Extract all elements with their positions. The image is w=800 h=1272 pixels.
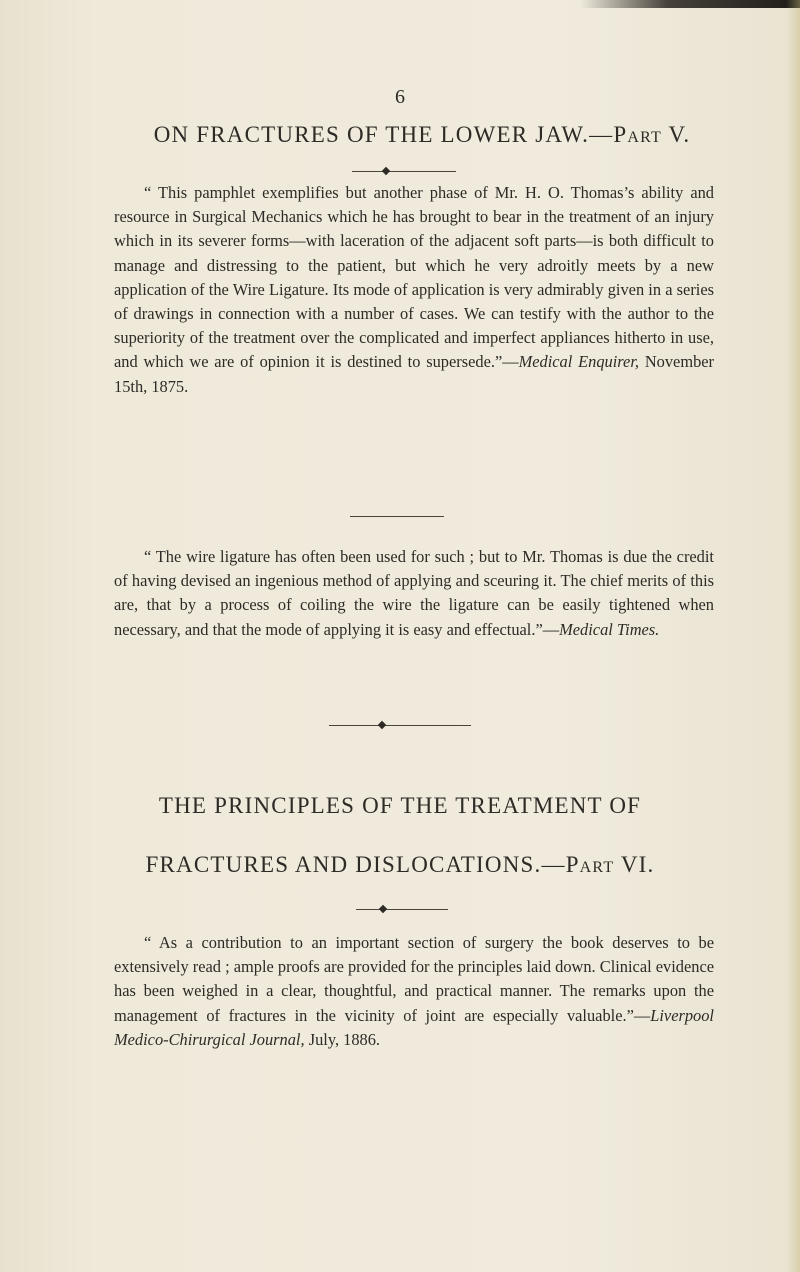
section-heading-principles: THE PRINCIPLES OF THE TREATMENT OF bbox=[158, 793, 642, 818]
ornament-divider-1 bbox=[352, 171, 456, 172]
ornament-diamond bbox=[379, 905, 387, 913]
page-number: 6 bbox=[395, 86, 405, 108]
section-heading-fractures-dislocations bbox=[0, 852, 800, 878]
ornament-divider-2 bbox=[329, 725, 471, 726]
review-medical-enquirer bbox=[114, 181, 714, 399]
review-source: Medical Times. bbox=[559, 619, 660, 639]
heading-title: FRACTURES AND DISLOCATIONS.— bbox=[145, 852, 566, 877]
ornament-diamond bbox=[378, 721, 386, 729]
page-edge-stain bbox=[786, 0, 800, 1272]
page-edge-shadow bbox=[580, 0, 800, 8]
ornament-divider-3 bbox=[356, 909, 448, 910]
section-heading-lower-jaw bbox=[22, 122, 800, 148]
heading-part: Part V. bbox=[613, 122, 691, 147]
ornament-diamond bbox=[382, 167, 390, 175]
review-medical-times bbox=[114, 545, 714, 642]
separator-rule bbox=[350, 516, 444, 517]
review-source: Liverpool Medico-Chirurgical Journal, bbox=[114, 1005, 714, 1049]
review-source: Medical Enquirer, bbox=[518, 352, 639, 372]
review-liverpool-journal bbox=[114, 931, 714, 1052]
review-date: November 15th, 1875. bbox=[114, 352, 715, 396]
review-quote: “ The wire ligature has often been used for such ; but to Mr. Thomas is due the credit of having devised an ingenious method of applying and sceuring it. The chief merits of this are, that by a process of coiling the wire the ligature can be easily tightened when necessary, and that the mode of applying it is easy and effectual.”— bbox=[114, 547, 714, 639]
review-date: July, 1886. bbox=[304, 1029, 381, 1049]
review-quote: “ This pamphlet exemplifies but another phase of Mr. H. O. Thomas’s ability and resource in Surgical Mechanics which he has brought to bear in the treatment of an injury which in its severer forms—with laceration of the adjacent soft parts—is both difficult to manage and distressing to the patient, but which he very adroitly meets by a new application of the Wire Ligature. Its mode of application is very admirably given in a series of drawings in connection with a number of cases. We can testify with the author to the superiority of the treatment over the complicated and imperfect appliances hitherto in use, and which we are of opinion it is destined to supersede.”— bbox=[114, 183, 714, 372]
review-quote: “ As a contribution to an important section of surgery the book deserves to be extensively read ; ample proofs are provided for the principles laid down. Clinical evidence has been weighed in a clear, thoughtful, and practical manner. The remarks upon the management of fractures in the vicinity of joint are especially valuable.”— bbox=[114, 933, 714, 1025]
heading-part: Part VI. bbox=[565, 852, 655, 877]
heading-title: ON FRACTURES OF THE LOWER JAW.— bbox=[153, 122, 614, 147]
